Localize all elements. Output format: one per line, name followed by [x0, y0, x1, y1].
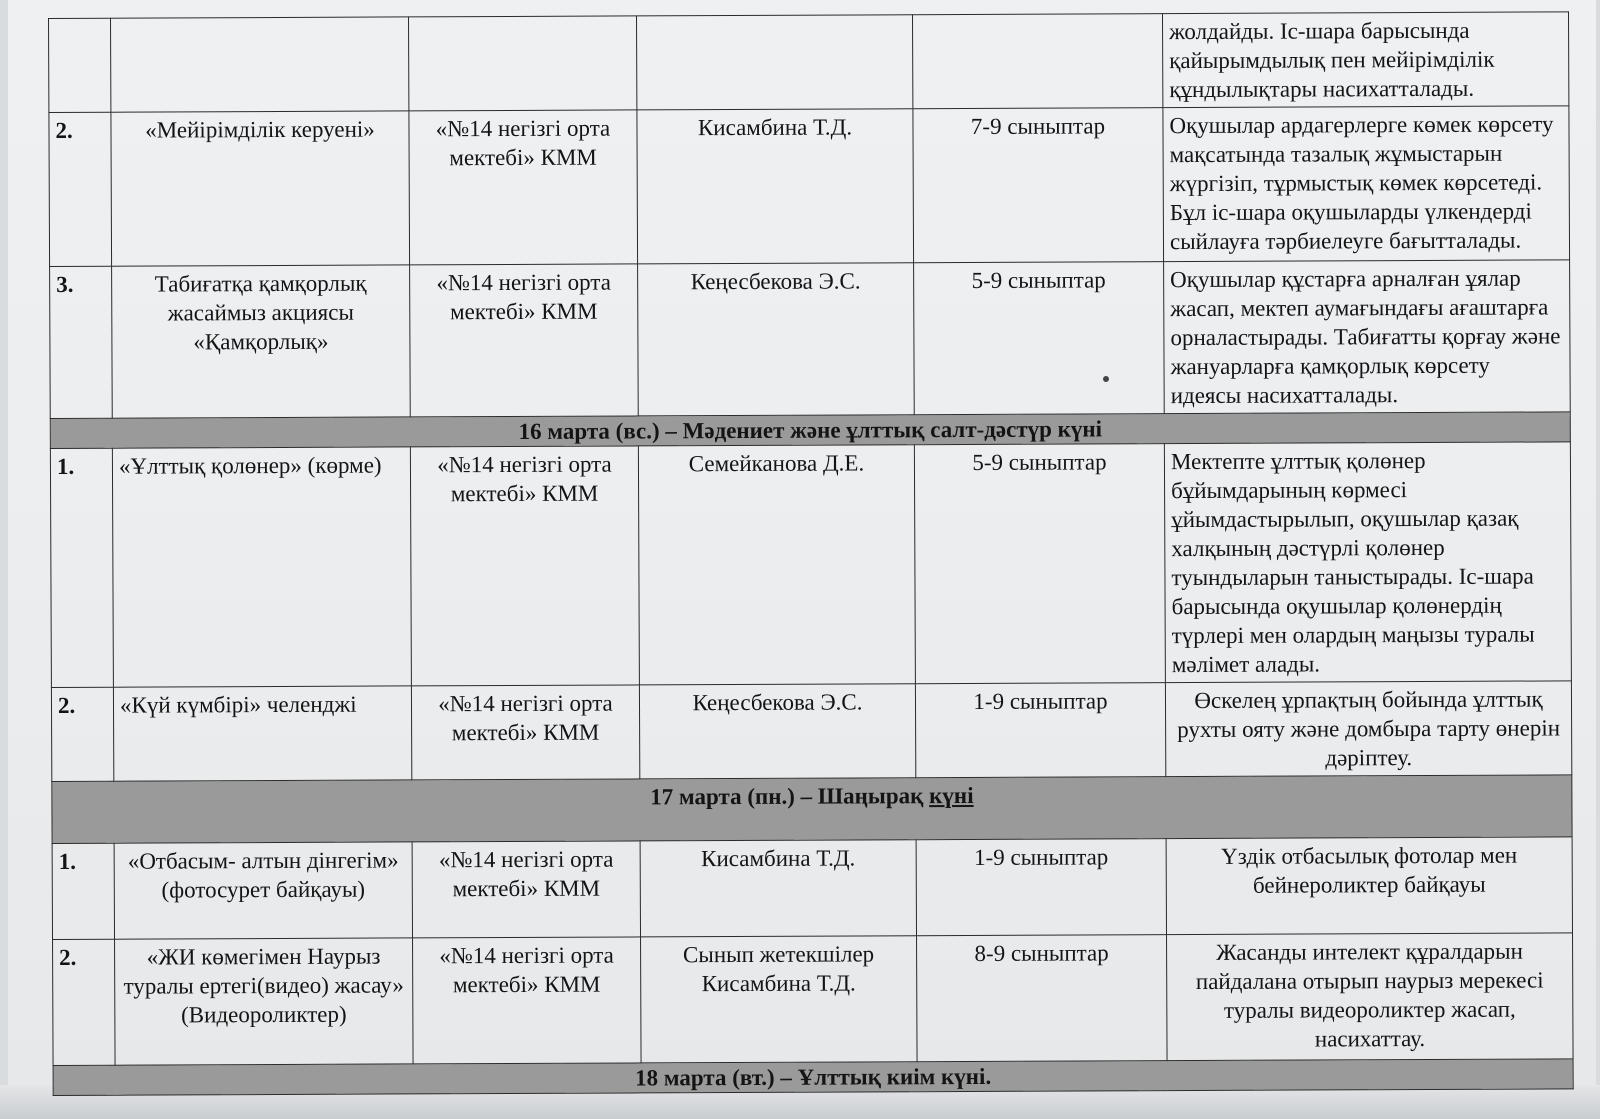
description-cell: Үздік отбасылық фотолар мен бейнероликтер байқауы [1166, 837, 1572, 935]
section-title [52, 775, 1572, 844]
section-title-underlined: күні [929, 782, 974, 809]
description-cell: жолдайды. Іс-шара барысында қайырымдылық пен мейірімділік құндылықтары насихатталады. [1162, 12, 1568, 108]
event-name: «Мейірімділік керуені» [111, 111, 410, 266]
responsible-person: Сынып жетекшілер Кисамбина Т.Д. [641, 936, 918, 1063]
row-number: 2. [51, 687, 113, 781]
school-name: «№14 негізгі орта мектебі» КММ [409, 110, 638, 265]
description-cell: Жасанды интелект құралдарын пайдалана отырып наурыз мерекесі туралы видеороликтер жасап, насихаттау. [1167, 933, 1574, 1061]
grades: 7-9 сыныптар [913, 108, 1164, 263]
table-row [53, 933, 1574, 1066]
school-name: «№14 негізгі орта мектебі» КММ [412, 841, 640, 938]
table-row [49, 106, 1570, 267]
responsible-person: Кеңесбекова Э.С. [639, 684, 915, 779]
row-number: 1. [50, 448, 113, 687]
school-name: «№14 негізгі орта мектебі» КММ [413, 937, 642, 1064]
grades: 5-9 сыныптар [914, 262, 1165, 415]
event-name: «Күй күмбірі» челенджі [113, 686, 411, 781]
responsible-person: Семейканова Д.Е. [638, 445, 915, 685]
event-plan-table [48, 11, 1574, 1096]
event-name: «Ұлттық қолөнер» (көрме) [112, 447, 411, 687]
section-header [53, 1059, 1573, 1096]
table-row [49, 12, 1569, 113]
table-row [50, 260, 1571, 419]
num-cell [49, 18, 111, 112]
school-name: «№14 негізгі орта мектебі» КММ [411, 685, 639, 780]
description-cell: Өскелең ұрпақтың бойында ұлттық рухты ояту және домбыра тарту өнерін дәріптеу. [1165, 681, 1571, 777]
table-row [51, 681, 1571, 782]
row-number: 2. [53, 939, 116, 1065]
description-cell: Оқушылар ардагерлерге көмек көрсету мақсатында тазалық жұмыстарын жүргізіп, тұрмыстық көмек көрсетеді. Бұл іс-шара оқушыларды үлкендерді сыйлауға тәрбиелеуге бағытталады. [1163, 106, 1570, 262]
event-name: «ЖИ көмегімен Наурыз туралы ертегі(видео) жасау» (Видеороликтер) [115, 938, 414, 1065]
responsible-person: Кеңесбекова Э.С. [638, 263, 915, 416]
event-name: Табиғатқа қамқорлық жасаймыз акциясы «Қамқорлық» [112, 265, 411, 418]
section-title-text: 17 марта (пн.) – Шаңырақ [650, 783, 930, 810]
table-row [52, 837, 1572, 940]
responsible-person: Кисамбина Т.Д. [637, 109, 914, 264]
grades-cell [912, 14, 1162, 109]
grades: 1-9 сыныптар [916, 839, 1166, 936]
table-row [50, 442, 1571, 688]
description-cell: Оқушылар құстарға арналған ұялар жасап, мектеп аумағындағы ағаштарға орналастырады. Табиғатты қорғау және жануарларға қамқорлық көрсету идеясы насихатталады. [1164, 260, 1571, 414]
responsible-person: Кисамбина Т.Д. [640, 840, 916, 937]
event-cell [111, 17, 409, 112]
row-number: 2. [49, 112, 112, 266]
description-cell: Мектепте ұлттық қолөнер бұйымдарының көрмесі ұйымдастырылып, оқушылар қазақ халқының дәстүрлі қолөнер туындыларын таныстырады. Іс-шара барысында оқушылар қолөнердің түрлері мен олардың маңызы туралы мәлімет алады. [1164, 442, 1571, 683]
school-cell [408, 16, 636, 111]
school-name: «№14 негізгі орта мектебі» КММ [410, 264, 639, 417]
grades: 1-9 сыныптар [915, 683, 1165, 778]
school-name: «№14 негізгі орта мектебі» КММ [410, 446, 639, 686]
grades: 8-9 сыныптар [917, 935, 1168, 1062]
section-header [52, 775, 1572, 844]
event-name: «Отбасым- алтын дінгегім» (фотосурет байқауы) [114, 842, 412, 939]
section-title: 18 марта (вт.) – Ұлттық киім күні. [53, 1059, 1573, 1096]
grades: 5-9 сыныптар [914, 444, 1165, 684]
responsible-cell [636, 15, 912, 110]
row-number: 1. [52, 843, 114, 939]
row-number: 3. [50, 266, 113, 418]
section-title: 16 марта (вс.) – Мәдениет және ұлттық салт-дәстүр күні [50, 412, 1570, 449]
ink-dot [1103, 376, 1109, 382]
